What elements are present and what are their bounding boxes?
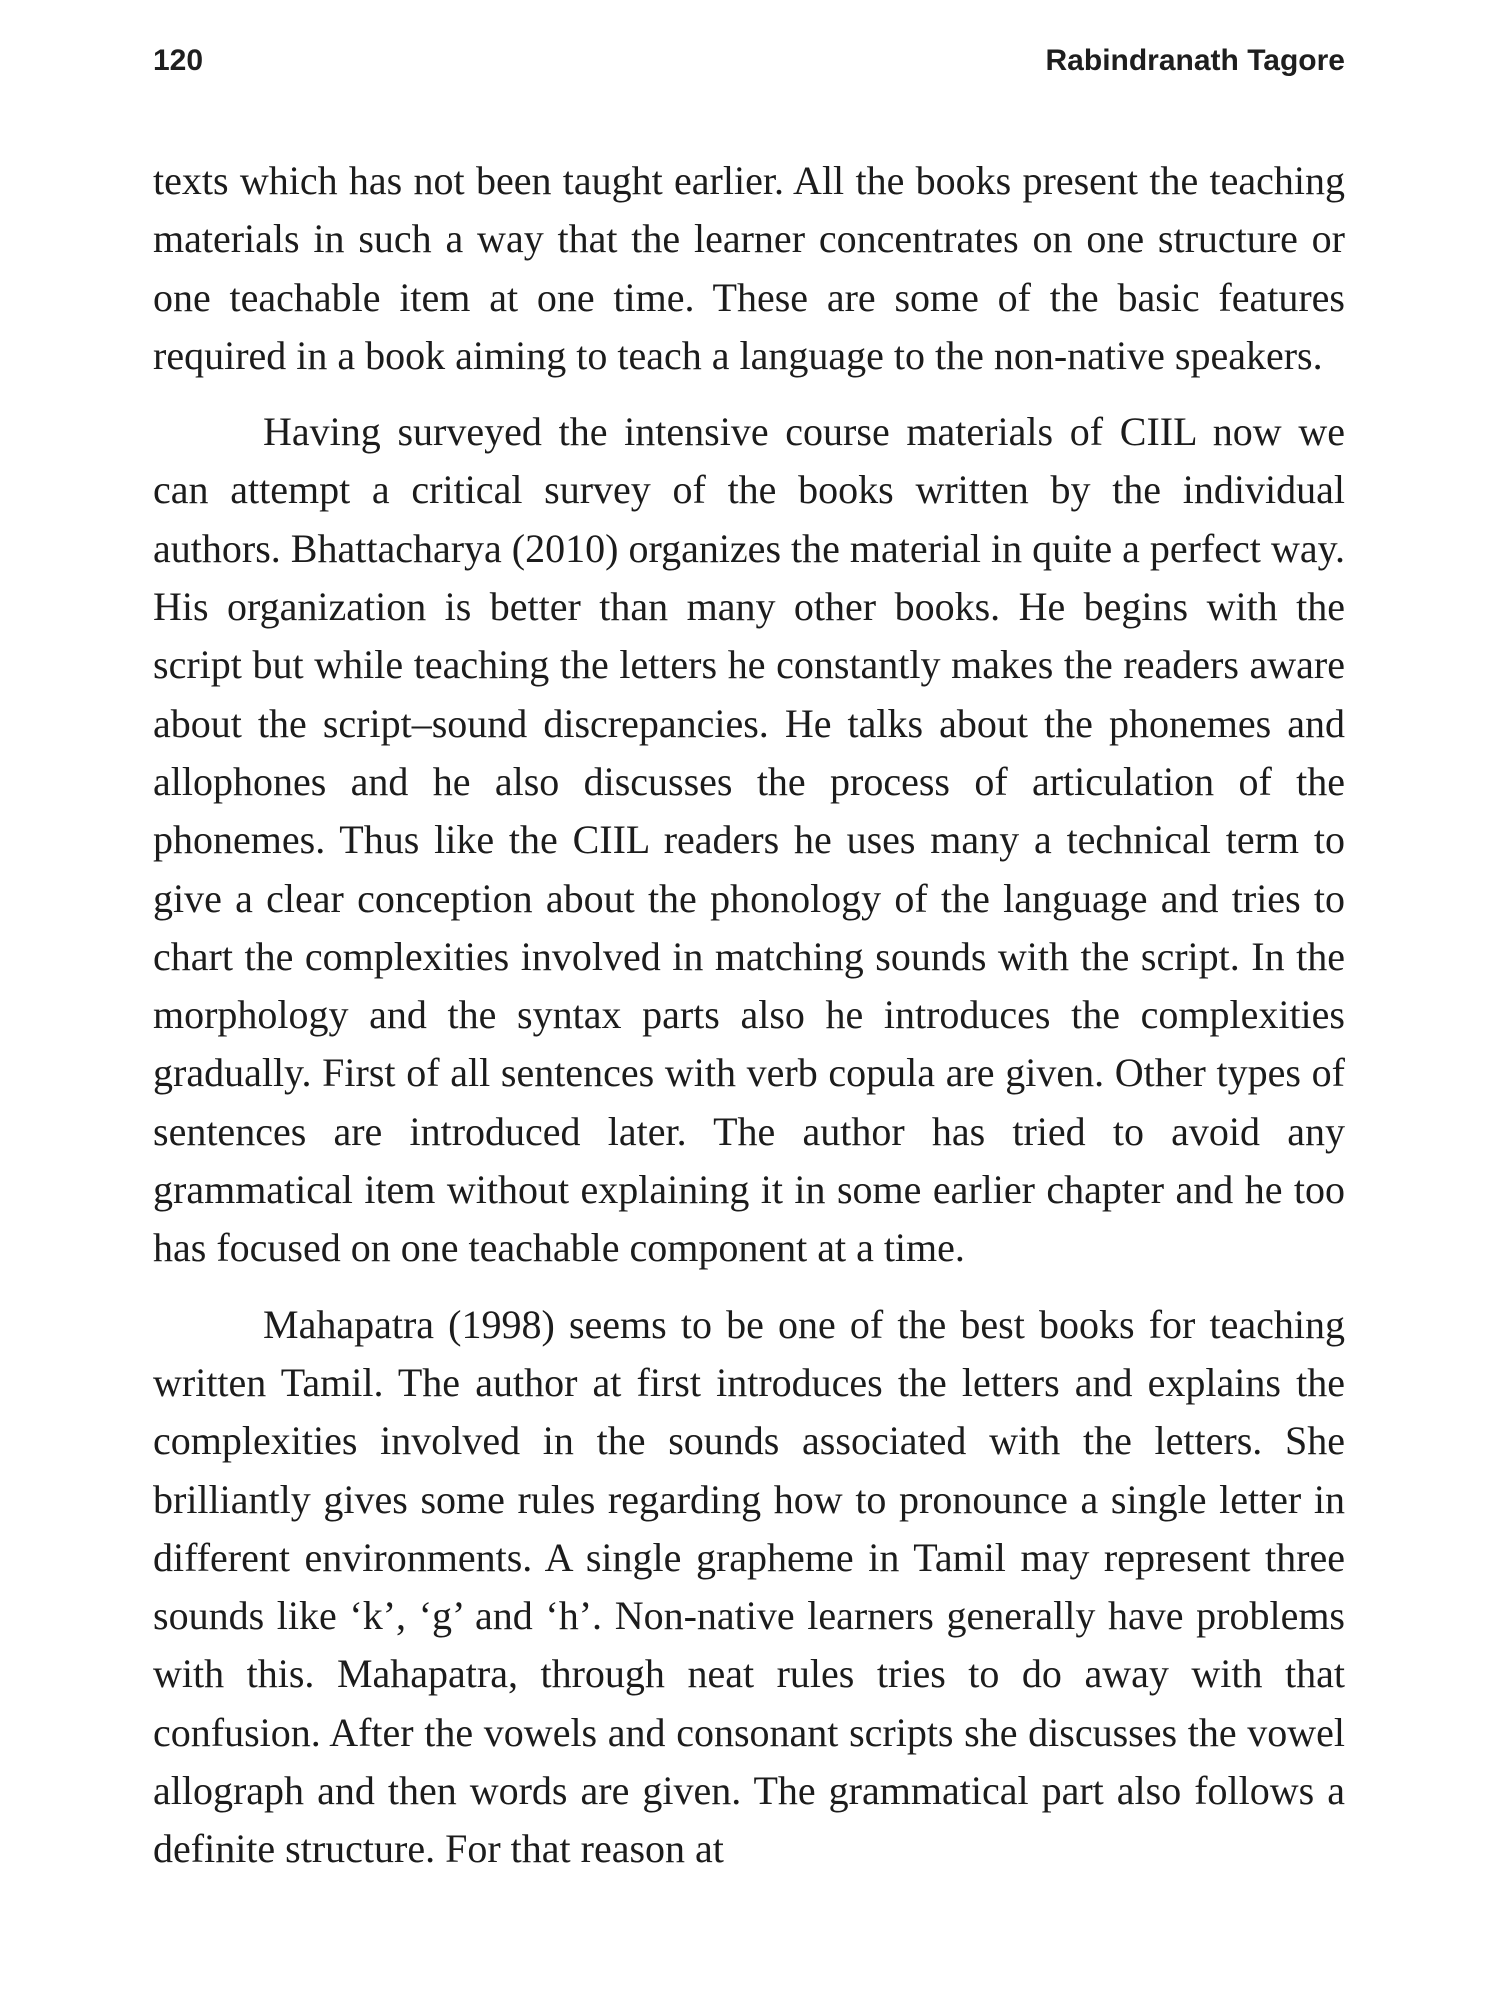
body-text bbox=[153, 152, 1345, 1879]
running-title: Rabindranath Tagore bbox=[1045, 44, 1345, 77]
paragraph-continued: texts which has not been taught earlier. All the books present the teaching materials in such a way that the learner concentrates on one structure or one teachable item at one time. These are some of the basic features required in a book aiming to teach a language to the non-native speakers. bbox=[153, 158, 1345, 378]
page-number: 120 bbox=[153, 44, 204, 77]
paragraph-mahapatra: Mahapatra (1998) seems to be one of the best books for teaching written Tamil. The author at first introduces the letters and explains the complexities involved in the sounds associated with the letters. She brilliantly gives some rules regarding how to pronounce a single letter in different environments. A single grapheme in Tamil may represent three sounds like ‘k’, ‘g’ and ‘h’. Non-native learners generally have problems with this. Mahapatra, through neat rules tries to do away with that confusion. After the vowels and consonant scripts she discusses the vowel allograph and then words are given. The grammatical part also follows a definite structure. For that reason at bbox=[153, 1301, 1345, 1872]
paragraph-bhattacharya: Having surveyed the intensive course materials of CIIL now we can attempt a critical survey of the books written by the individual authors. Bhattacharya (2010) organizes the material in quite a perfect way. His organization is better than many other books. He begins with the script but while teaching the letters he constantly makes the readers aware about the script–sound discrepancies. He talks about the phonemes and allophones and he also discusses the process of articulation of the phonemes. Thus like the CIIL readers he uses many a technical term to give a clear conception about the phonology of the language and tries to chart the complexities involved in matching sounds with the script. In the morphology and the syntax parts also he introduces the complexities gradually. First of all sentences with verb copula are given. Other types of sentences are introduced later. The author has tried to avoid any grammatical item without explaining it in some earlier chapter and he too has focused on one teachable component at a time. bbox=[153, 409, 1345, 1271]
running-header bbox=[153, 36, 1345, 86]
